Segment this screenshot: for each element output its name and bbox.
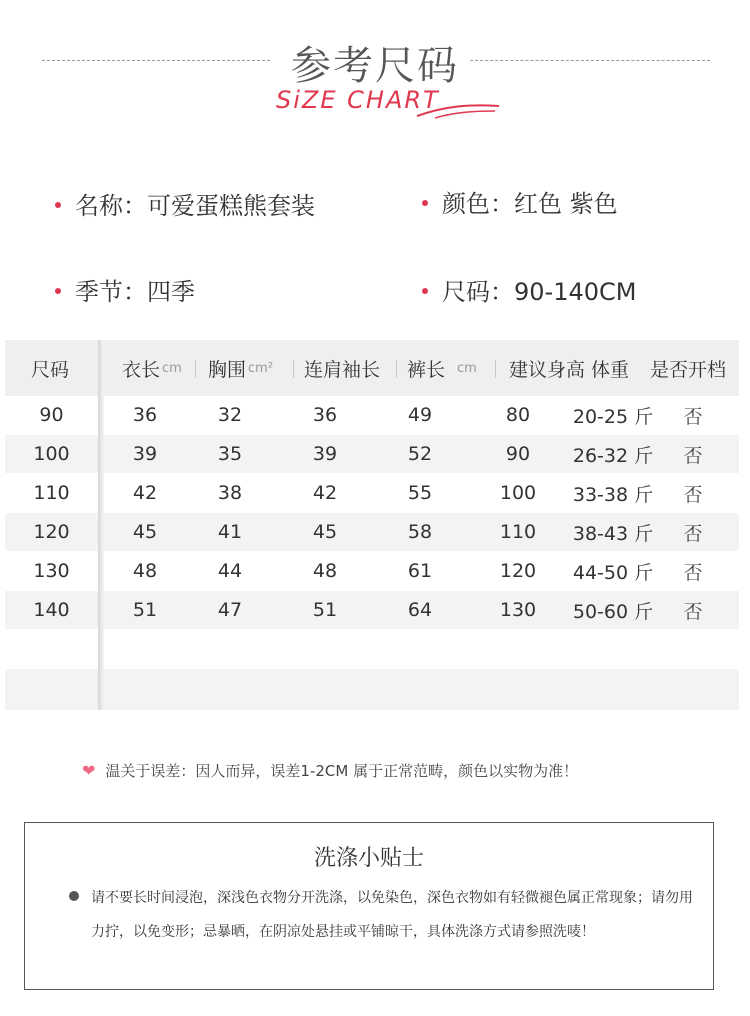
table-column-divider: [98, 340, 104, 710]
cell-open: 否: [683, 600, 703, 623]
cell-length: 48: [132, 560, 158, 582]
cell-length: 45: [132, 521, 158, 543]
cell-sleeve: 45: [312, 521, 338, 543]
header-cell-open-crotch: 是否开档: [650, 358, 727, 381]
cell-length: 42: [132, 482, 158, 504]
cell-sleeve: 39: [312, 443, 338, 465]
header-cell-height-weight: 建议身高 体重: [509, 358, 630, 381]
cell-pants: 64: [407, 599, 433, 621]
header-separator: [495, 360, 496, 378]
cell-weight: 26-32 斤: [572, 444, 654, 467]
cell-size: 140: [33, 599, 70, 621]
washing-tips-text: 请不要长时间浸泡，深浅色衣物分开洗涤，以免染色，深色衣物如有轻微褪色属正常现象；请勿用力拧，以免变形；忌暴晒，在阴凉处悬挂或平铺晾干，具体洗涤方式请参照洗唛！: [91, 890, 693, 940]
table-header-row: [5, 340, 739, 396]
bullet-dot-icon: [422, 288, 428, 294]
cell-open: 否: [683, 444, 703, 467]
page-subtitle: SiZE CHART: [276, 86, 440, 114]
cell-size: 120: [33, 521, 70, 543]
cell-pants: 55: [407, 482, 433, 504]
bullet-dot-icon: [55, 288, 61, 294]
table-row: [5, 552, 739, 590]
cell-weight: 44-50 斤: [572, 561, 654, 584]
cell-height: 110: [499, 521, 537, 543]
cell-length: 36: [132, 404, 158, 426]
cell-pants: 49: [407, 404, 433, 426]
cell-height: 100: [499, 482, 537, 504]
tolerance-note: ❤ 温关于误差：因人而异，误差1-2CM 属于正常范畴，颜色以实物为准！: [82, 761, 579, 780]
size-table: [5, 340, 739, 710]
header-divider-left: [42, 60, 270, 61]
bullet-dot-icon: [422, 200, 428, 206]
header-separator: [396, 360, 397, 378]
table-row: [5, 396, 739, 434]
bullet-dot-icon: [69, 891, 79, 901]
page-title: 参考尺码: [291, 43, 459, 89]
cell-size: 100: [33, 443, 70, 465]
cell-pants: 61: [407, 560, 433, 582]
bullet-dot-icon: [55, 202, 61, 208]
cell-sleeve: 36: [312, 404, 338, 426]
info-size-range: 尺码：90-140CM: [422, 272, 636, 307]
washing-tips-title: 洗涤小贴士: [313, 846, 424, 871]
header-cell-sleeve: 连肩袖长: [304, 358, 381, 381]
cell-sleeve: 42: [312, 482, 338, 504]
cell-open: 否: [683, 522, 703, 545]
cell-height: 120: [499, 560, 537, 582]
table-row: [5, 591, 739, 629]
cell-chest: 41: [217, 521, 243, 543]
heart-icon: ❤: [82, 761, 96, 780]
header-cell-pants: 裤长 cm: [407, 358, 477, 381]
washing-tips-box: [24, 822, 714, 990]
table-empty-row: [5, 630, 739, 668]
table-row: [5, 435, 739, 473]
table-row: [5, 513, 739, 551]
cell-size: 90: [39, 404, 64, 426]
cell-chest: 44: [217, 560, 243, 582]
cell-weight: 33-38 斤: [572, 483, 654, 506]
cell-weight: 38-43 斤: [572, 522, 654, 545]
cell-length: 51: [132, 599, 158, 621]
cell-height: 90: [505, 443, 531, 465]
cell-pants: 52: [407, 443, 433, 465]
info-product-name: 名称：可爱蛋糕熊套装: [55, 186, 315, 221]
cell-size: 110: [33, 482, 70, 504]
cell-open: 否: [683, 405, 703, 428]
header-separator: [293, 360, 294, 378]
header-divider-right: [470, 60, 710, 61]
cell-open: 否: [683, 561, 703, 584]
cell-sleeve: 48: [312, 560, 338, 582]
header-cell-chest: 胸围 cm²: [208, 358, 274, 381]
cell-chest: 35: [217, 443, 243, 465]
cell-pants: 58: [407, 521, 433, 543]
header-cell-size: 尺码: [31, 358, 70, 381]
table-row: [5, 474, 739, 512]
cell-sleeve: 51: [312, 599, 338, 621]
cell-length: 39: [132, 443, 158, 465]
info-colors: 颜色：红色 紫色: [422, 184, 618, 219]
cell-size: 130: [33, 560, 70, 582]
cell-open: 否: [683, 483, 703, 506]
size-chart-header: [0, 0, 750, 140]
cell-height: 80: [505, 404, 531, 426]
table-empty-row: [5, 669, 739, 710]
swoosh-decoration-icon: [415, 98, 505, 122]
cell-weight: 50-60 斤: [572, 600, 654, 623]
cell-weight: 20-25 斤: [572, 405, 654, 428]
info-season: 季节：四季: [55, 272, 195, 307]
cell-height: 130: [499, 599, 537, 621]
cell-chest: 32: [217, 404, 243, 426]
header-cell-length: 衣长 cm: [122, 358, 182, 381]
cell-chest: 47: [217, 599, 243, 621]
cell-chest: 38: [217, 482, 243, 504]
header-separator: [195, 360, 196, 378]
